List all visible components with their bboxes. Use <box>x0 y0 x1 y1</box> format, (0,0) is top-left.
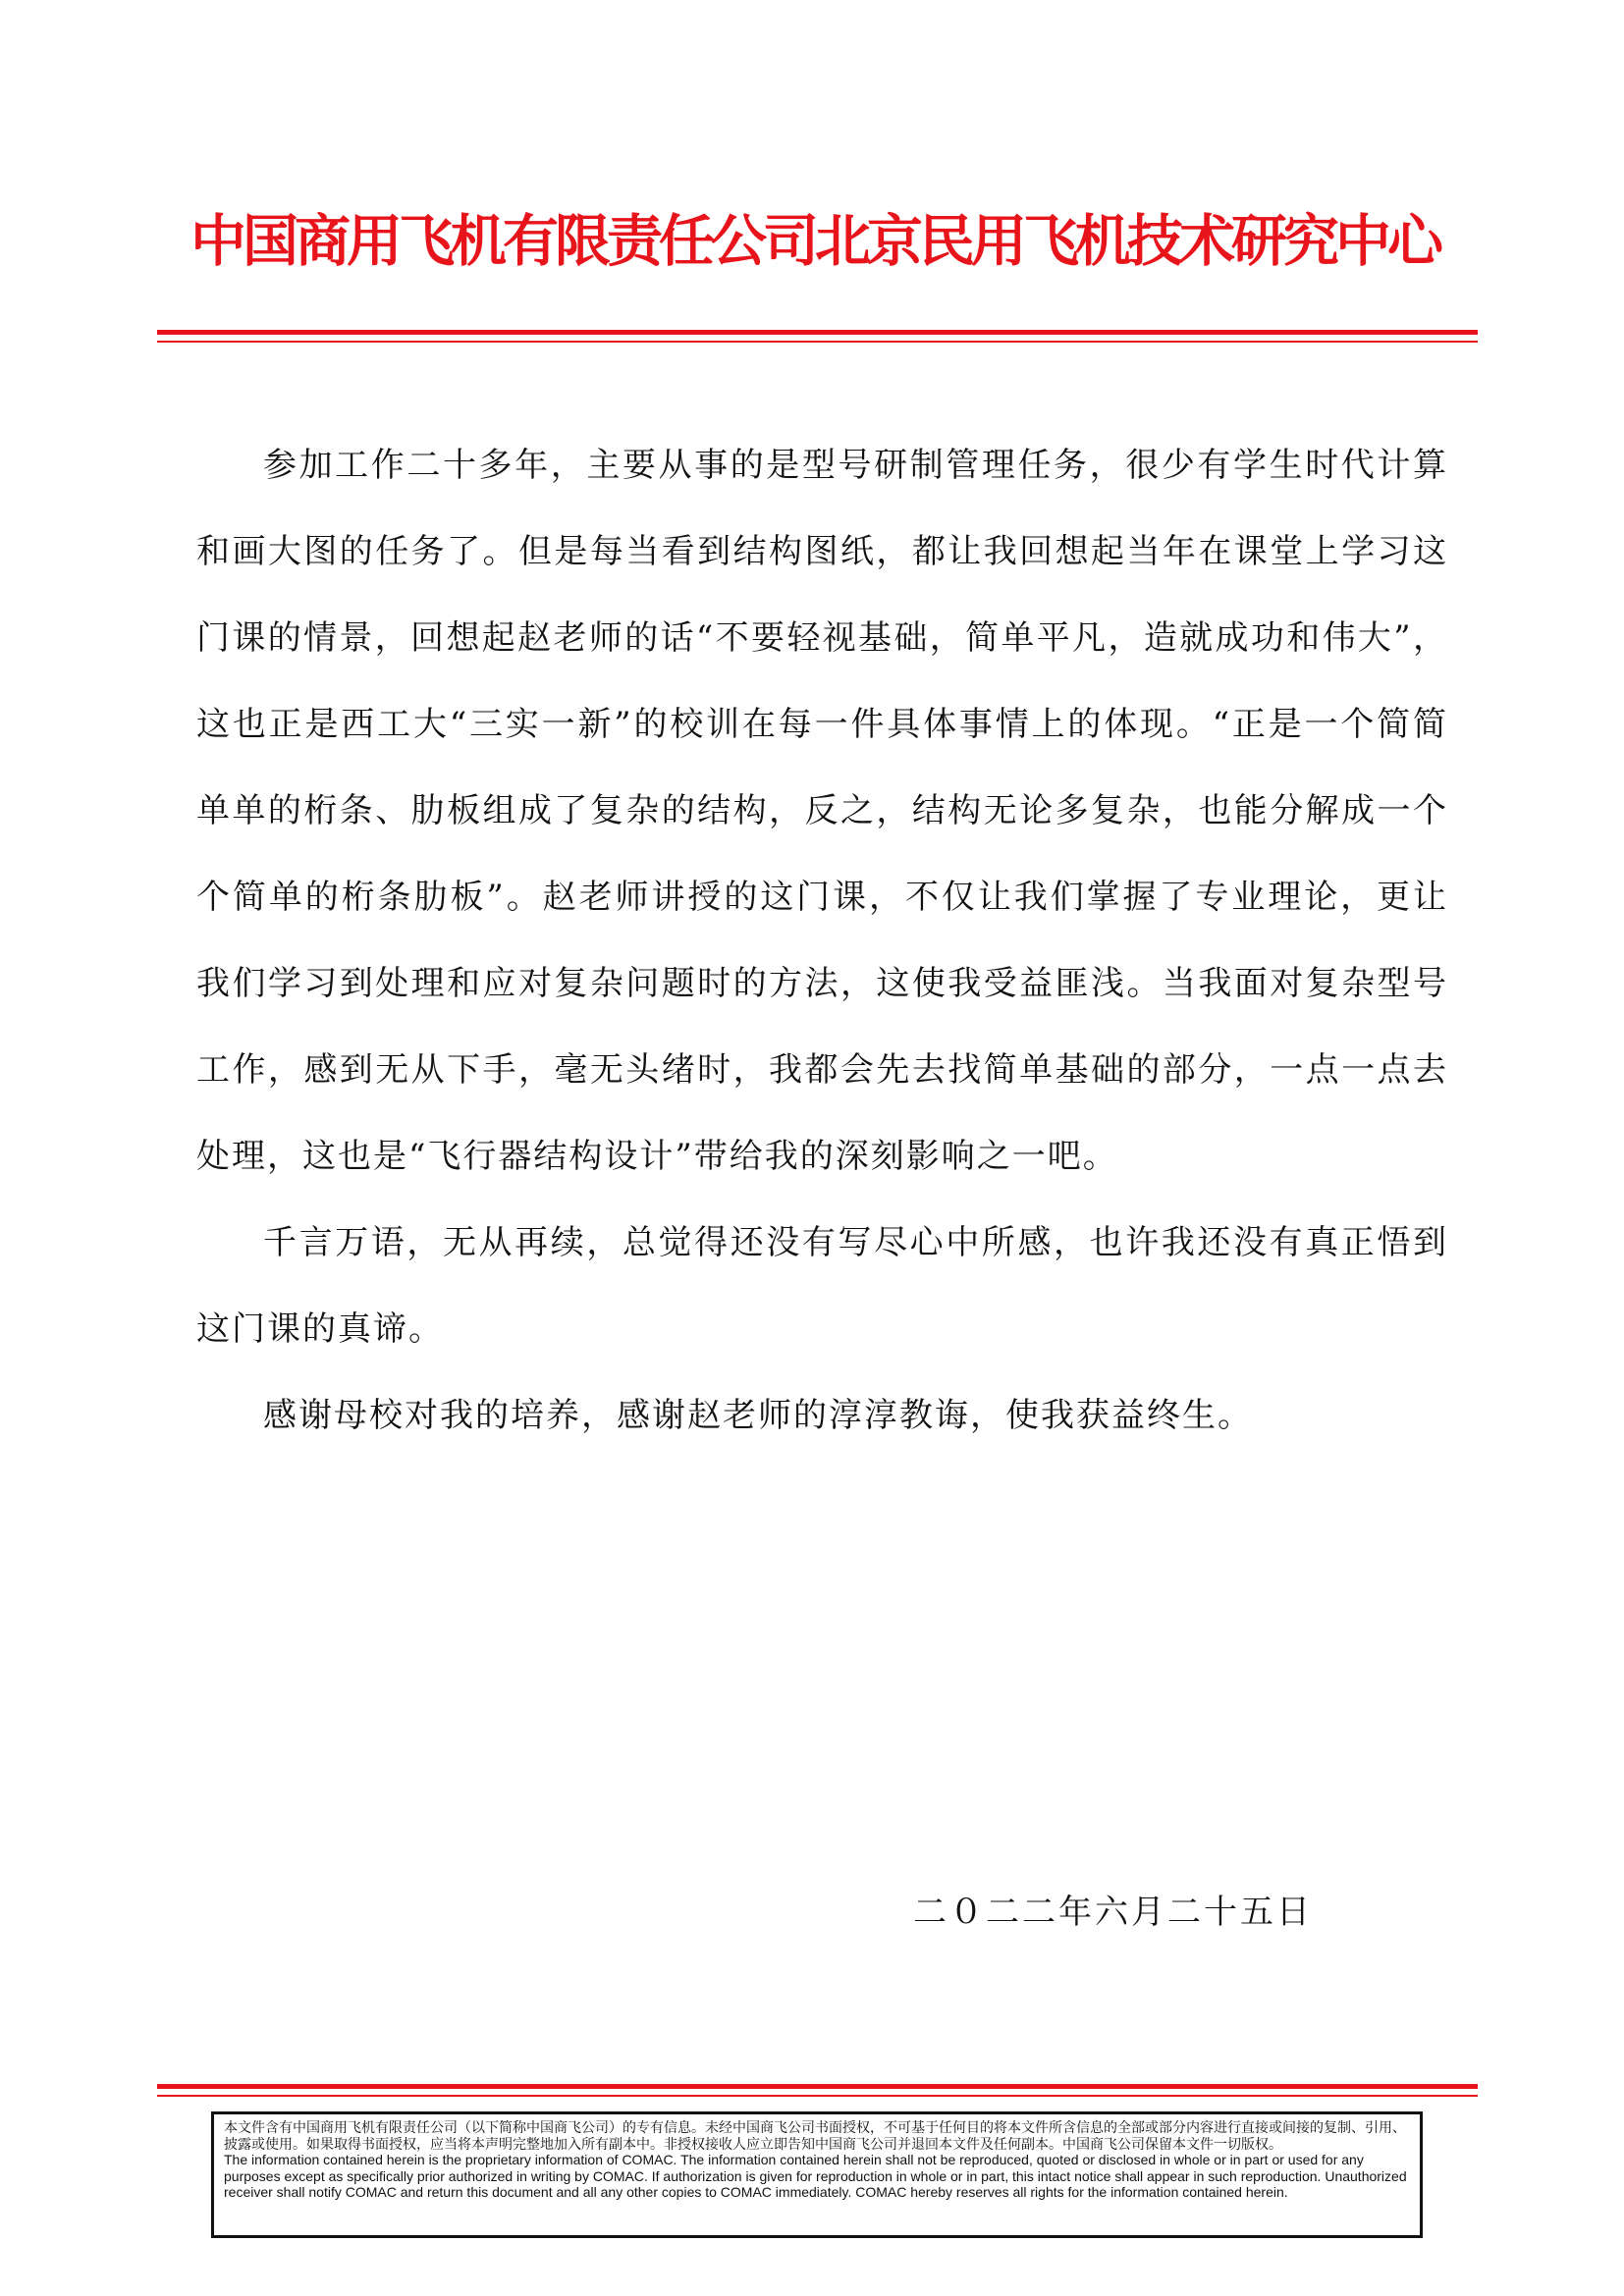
header-rule-thick <box>157 330 1478 335</box>
body-paragraph: 千言万语，无从再续，总觉得还没有写尽心中所感，也许我还没有真正悟到这门课的真谛。 <box>196 1223 1448 1349</box>
proprietary-notice <box>211 2111 1423 2238</box>
notice-chinese: 本文件含有中国商用飞机有限责任公司（以下简称中国商飞公司）的专有信息。未经中国商飞公司书面授权，不可基于任何目的将本文件所含信息的全部或部分内容进行直接或间接的复制、引用、披露或使用。如果取得书面授权，应当将本声明完整地加入所有副本中。非授权接收人应立即告知中国商飞公司并退回本文件及任何副本。中国商飞公司保留本文件一切版权。 <box>224 2119 1406 2152</box>
signature-date: 二０二二年六月二十五日 <box>913 1893 1313 1932</box>
body-paragraph: 参加工作二十多年，主要从事的是型号研制管理任务，很少有学生时代计算和画大图的任务了。但是每当看到结构图纸，都让我回想起当年在课堂上学习这门课的情景，回想起赵老师的话“不要轻视基础，简单平凡，造就成功和伟大”，这也正是西工大“三实一新”的校训在每一件具体事情上的体现。“正是一个简简单单的桁条、肋板组成了复杂的结构，反之，结构无论多复杂，也能分解成一个个简单的桁条肋板”。赵老师讲授的这门课，不仅让我们掌握了专业理论，更让我们学习到处理和应对复杂问题时的方法，这使我受益匪浅。当我面对复杂型号工作，感到无从下手，毫无头绪时，我都会先去找简单基础的部分，一点一点去处理，这也是“飞行器结构设计”带给我的深刻影响之一吧。 <box>196 446 1448 1176</box>
footer-rule-thin <box>157 2095 1478 2097</box>
header-rule-thin <box>157 341 1478 343</box>
letterhead-title: 中国商用飞机有限责任公司北京民用飞机技术研究中心 <box>190 209 1439 274</box>
footer-rule-thick <box>157 2084 1478 2089</box>
notice-english: The information contained herein is the proprietary information of COMAC. The information contained herein shall not be reproduced, quoted or disclosed in whole or in part or used for any purposes except as specifically prior authorized in writing by COMAC. If authorization is given for reproduction in whole or in part, this intact notice shall appear in such reproduction. Unauthorized receiver shall notify COMAC and return this document and all any other copies to COMAC immediately. COMAC hereby reserves all rights for the information contained herein. <box>224 2152 1407 2200</box>
body-paragraph: 感谢母校对我的培养，感谢赵老师的淳淳教诲，使我获益终生。 <box>263 1396 1253 1435</box>
letter-body <box>196 422 1448 1459</box>
